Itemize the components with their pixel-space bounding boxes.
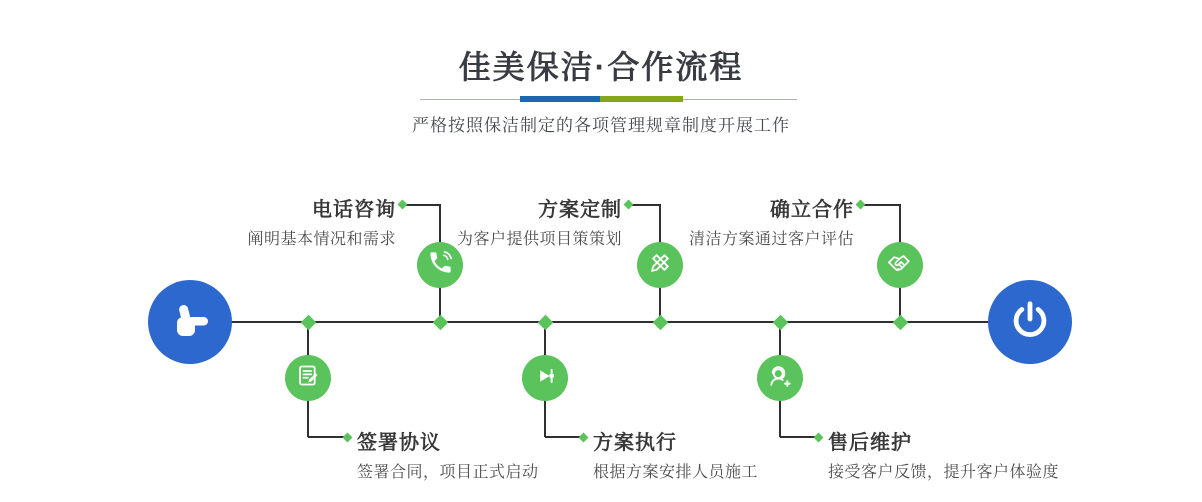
diamond-marker bbox=[300, 314, 316, 330]
power-icon bbox=[1007, 297, 1053, 348]
step-title: 电话咨询 bbox=[312, 199, 396, 221]
divider-accent-blue bbox=[520, 96, 600, 102]
handshake-icon bbox=[886, 249, 914, 282]
step-label bbox=[689, 193, 854, 249]
diamond-marker bbox=[652, 314, 668, 330]
step-node-handshake bbox=[877, 242, 923, 288]
diamond-marker-small bbox=[623, 200, 633, 210]
customer-service-icon bbox=[766, 362, 794, 395]
step-label bbox=[247, 193, 396, 249]
page-subtitle: 严格按照保洁制定的各项管理规章制度开展工作 bbox=[412, 116, 790, 135]
divider-accent-bar bbox=[520, 96, 683, 102]
step-desc: 根据方案安排人员施工 bbox=[593, 464, 759, 481]
diamond-marker-small bbox=[813, 432, 823, 442]
diamond-marker bbox=[892, 314, 908, 330]
phone-icon bbox=[427, 249, 454, 281]
step-label bbox=[593, 426, 758, 482]
step-title: 签署协议 bbox=[357, 432, 441, 454]
pencil-ruler-icon bbox=[647, 249, 674, 281]
step-title: 确立合作 bbox=[770, 199, 854, 221]
step-desc: 为客户提供项目策策划 bbox=[456, 231, 622, 248]
contract-icon bbox=[295, 362, 322, 394]
step-title: 方案定制 bbox=[538, 199, 622, 221]
page-title: 佳美保洁·合作流程 bbox=[458, 49, 744, 85]
timeline-end-node bbox=[988, 280, 1072, 364]
diamond-marker bbox=[772, 314, 788, 330]
step-label bbox=[457, 193, 622, 249]
timeline-start-node bbox=[148, 280, 232, 364]
step-label bbox=[357, 426, 539, 482]
step-node-after-sales bbox=[757, 355, 803, 401]
step-desc: 清洁方案通过客户评估 bbox=[688, 231, 854, 248]
step-title: 售后维护 bbox=[828, 432, 912, 454]
step-desc: 阐明基本情况和需求 bbox=[247, 231, 396, 248]
divider-accent-green bbox=[600, 96, 683, 102]
step-title: 方案执行 bbox=[593, 432, 677, 454]
pointing-hand-icon bbox=[166, 296, 214, 349]
diamond-marker bbox=[432, 314, 448, 330]
step-desc: 接受客户反馈，提升客户体验度 bbox=[828, 464, 1060, 481]
diamond-marker-small bbox=[342, 432, 352, 442]
diamond-marker-small bbox=[397, 200, 407, 210]
step-label bbox=[828, 426, 1059, 482]
step-node-plan-design bbox=[637, 242, 683, 288]
step-desc: 签署合同，项目正式启动 bbox=[357, 464, 539, 481]
play-execute-icon bbox=[532, 363, 558, 394]
diamond-marker-small bbox=[855, 200, 865, 210]
step-node-execute bbox=[522, 355, 568, 401]
step-node-contract bbox=[285, 355, 331, 401]
diamond-marker bbox=[537, 314, 553, 330]
connector-elbow bbox=[860, 204, 900, 206]
diamond-marker-small bbox=[578, 432, 588, 442]
